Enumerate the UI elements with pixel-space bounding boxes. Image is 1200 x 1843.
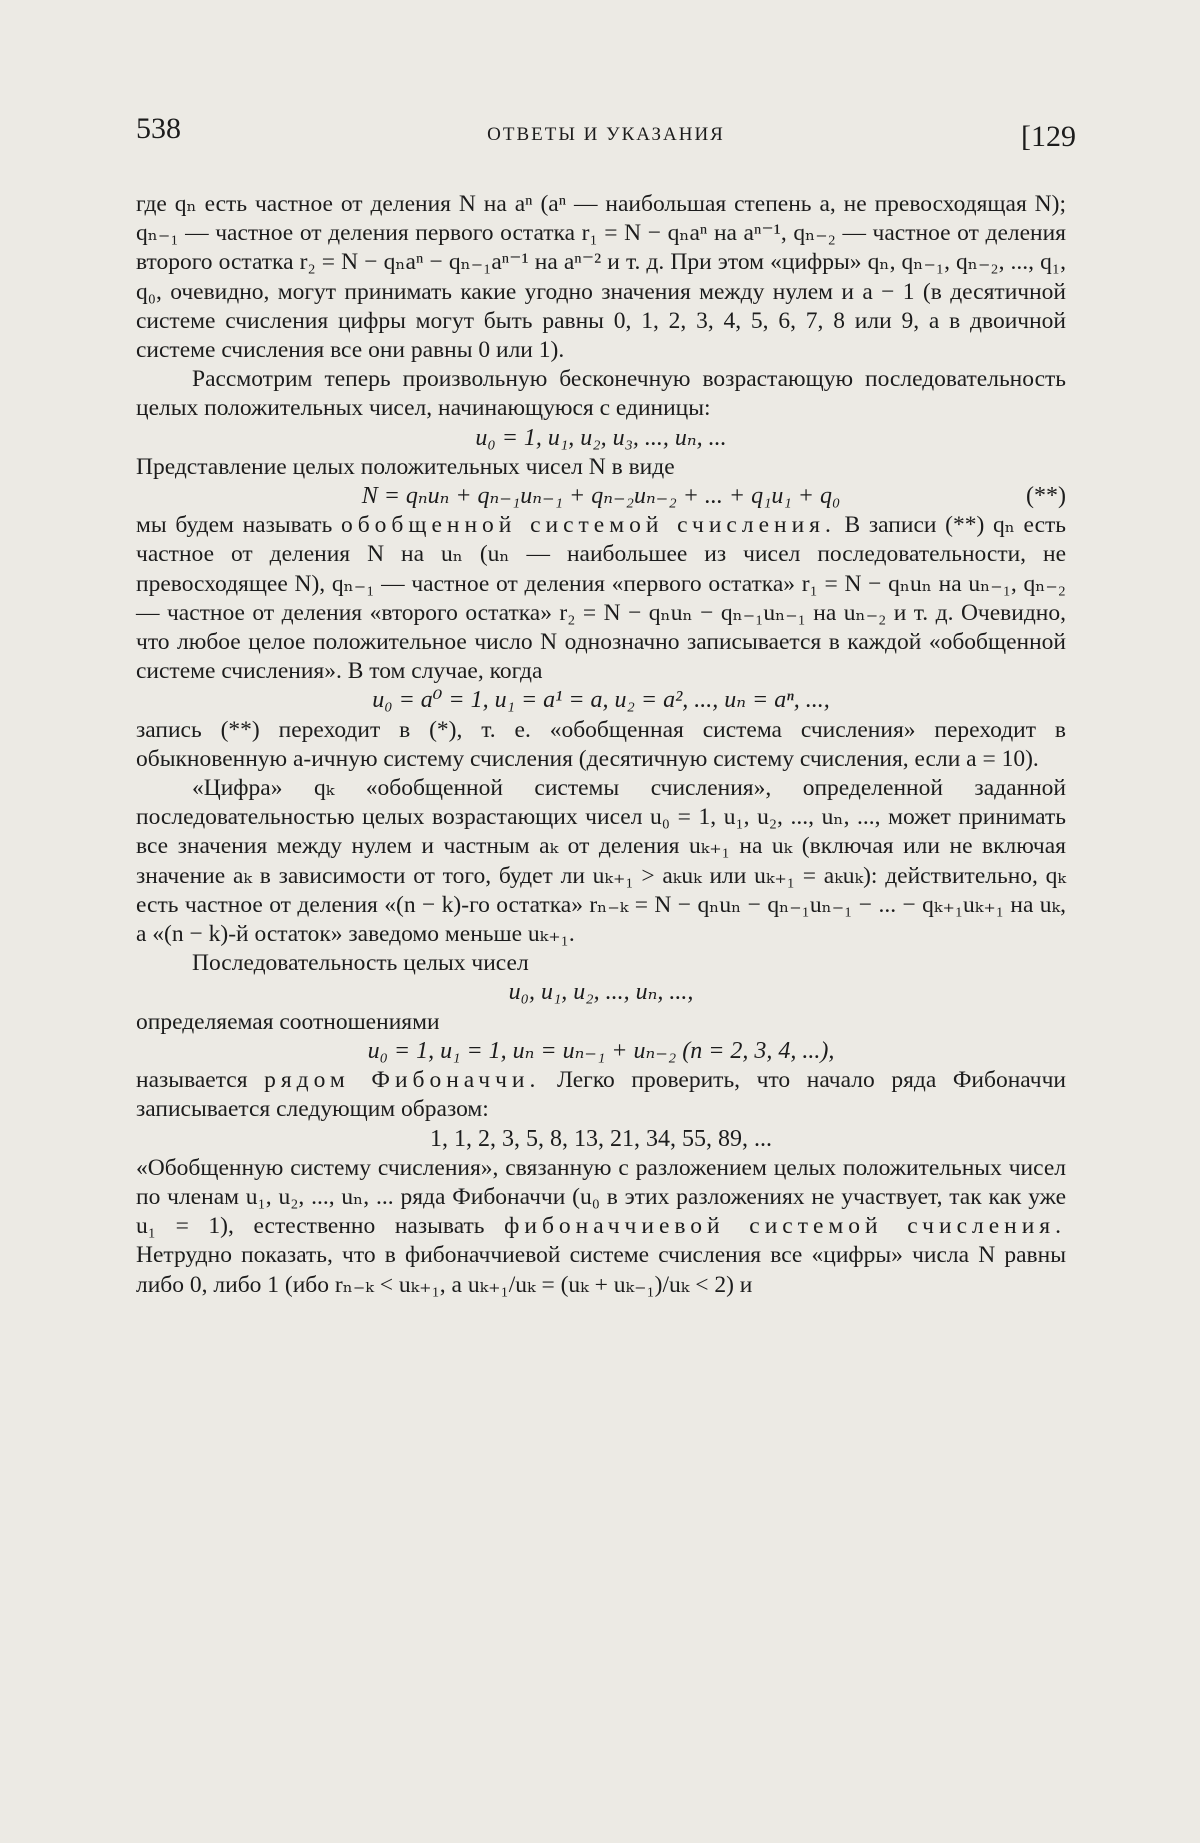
formula-text: N = qₙuₙ + qₙ₋₁uₙ₋₁ + qₙ₋₂uₙ₋₂ + ... + q₁u₁ + q₀	[361, 483, 841, 510]
formula: u₀ = 1, u₁ = 1, uₙ = uₙ₋₁ + uₙ₋₂ (n = 2, 3, 4, ...),	[367, 1037, 835, 1064]
emphasized-term: фибоначчиевой системой счисления.	[504, 1213, 1066, 1240]
running-title: ОТВЕТЫ И УКАЗАНИЯ	[487, 124, 725, 145]
emphasized-term: обобщенной системой счисления.	[340, 512, 836, 539]
section-number: [129	[1021, 120, 1076, 153]
paragraph: «Обобщенную систему счисления», связанную с разложением целых положительных чисел по членам u₁, u₂, ..., uₙ, ... ряда Фибоначчи (u₀ в этих разложениях не участвует, так как уже u₁ = 1), естественно называть фибоначчиевой системой счисления. Нетрудно показать, что в фибоначчиевой системе счисления все «цифры» числа N равны либо 0, либо 1 (ибо rₙ₋ₖ < uₖ₊₁, а uₖ₊₁/uₖ = (uₖ + uₖ₋₁)/uₖ < 2) и	[136, 1154, 1066, 1298]
paragraph: определяемая соотношениями	[136, 1008, 440, 1035]
page-body	[136, 190, 1066, 1300]
paragraph: мы будем называть обобщенной системой счисления. В записи (**) qₙ есть частное от деления N на uₙ (uₙ — наибольшее из чисел последовательности, не превосходящее N), qₙ₋₁ — частное от деления «первого остатка» r₁ = N − qₙuₙ на uₙ₋₁, qₙ₋₂ — частное от деления «второго остатка» r₂ = N − qₙuₙ − qₙ₋₁uₙ₋₁ на uₙ₋₂ и т. д. Очевидно, что любое целое положительное число N однозначно записывается в каждой «обобщенной системе счисления». В том случае, когда	[136, 512, 1066, 685]
formula-tag: (**)	[1026, 483, 1066, 510]
formula: u₀ = 1, u₁, u₂, u₃, ..., uₙ, ...	[475, 424, 727, 451]
paragraph: где qₙ есть частное от деления N на aⁿ (aⁿ — наибольшая степень a, не превосходящая N); qₙ₋₁ — частное от деления первого остатка r₁ = N − qₙaⁿ на aⁿ⁻¹, qₙ₋₂ — частное от деления второго остатка r₂ = N − qₙaⁿ − qₙ₋₁aⁿ⁻¹ на aⁿ⁻² и т. д. При этом «цифры» qₙ, qₙ₋₁, qₙ₋₂, ..., q₁, q₀, очевидно, могут принимать какие угодно значения между нулем и a − 1 (в десятичной системе счисления цифры могут быть равны 0, 1, 2, 3, 4, 5, 6, 7, 8 или 9, а в двоичной системе счисления все они равны 0 или 1).	[136, 191, 1066, 364]
fibonacci-sequence: 1, 1, 2, 3, 5, 8, 13, 21, 34, 55, 89, ...	[430, 1125, 772, 1152]
page-header	[136, 112, 1076, 152]
paragraph: запись (**) переходит в (*), т. е. «обобщенная система счисления» переходит в обыкновенную a-ичную систему счисления (десятичную систему счисления, если a = 10).	[136, 716, 1066, 772]
paragraph: «Цифра» qₖ «обобщенной системы счисления», определенной заданной последовательностью целых возрастающих чисел u₀ = 1, u₁, u₂, ..., uₙ, ..., может принимать все значения между нулем и частным aₖ от деления uₖ₊₁ на uₖ (включая или не включая значение aₖ в зависимости от того, будет ли uₖ₊₁ > aₖuₖ или uₖ₊₁ = aₖuₖ): действительно, qₖ есть частное от деления «(n − k)-го остатка» rₙ₋ₖ = N − qₙuₙ − qₙ₋₁uₙ₋₁ − ... − qₖ₊₁uₖ₊₁ на uₖ, а «(n − k)-й остаток» заведомо меньше uₖ₊₁.	[136, 775, 1066, 948]
formula: u₀ = a⁰ = 1, u₁ = a¹ = a, u₂ = a², ..., uₙ = aⁿ, ...,	[372, 687, 830, 714]
paragraph: называется рядом Фибоначчи. Легко проверить, что начало ряда Фибоначчи записывается следующим образом:	[136, 1067, 1066, 1123]
formula: u₀, u₁, u₂, ..., uₙ, ...,	[508, 979, 694, 1006]
paragraph: Представление целых положительных чисел N в виде	[136, 453, 675, 480]
page-number: 538	[136, 112, 181, 145]
formula	[136, 482, 1066, 511]
paragraph: Последовательность целых чисел	[192, 950, 529, 977]
emphasized-term: рядом Фибоначчи.	[264, 1067, 541, 1094]
paragraph: Рассмотрим теперь произвольную бесконечную возрастающую последовательность целых положительных чисел, начинающуюся с единицы:	[136, 366, 1066, 422]
